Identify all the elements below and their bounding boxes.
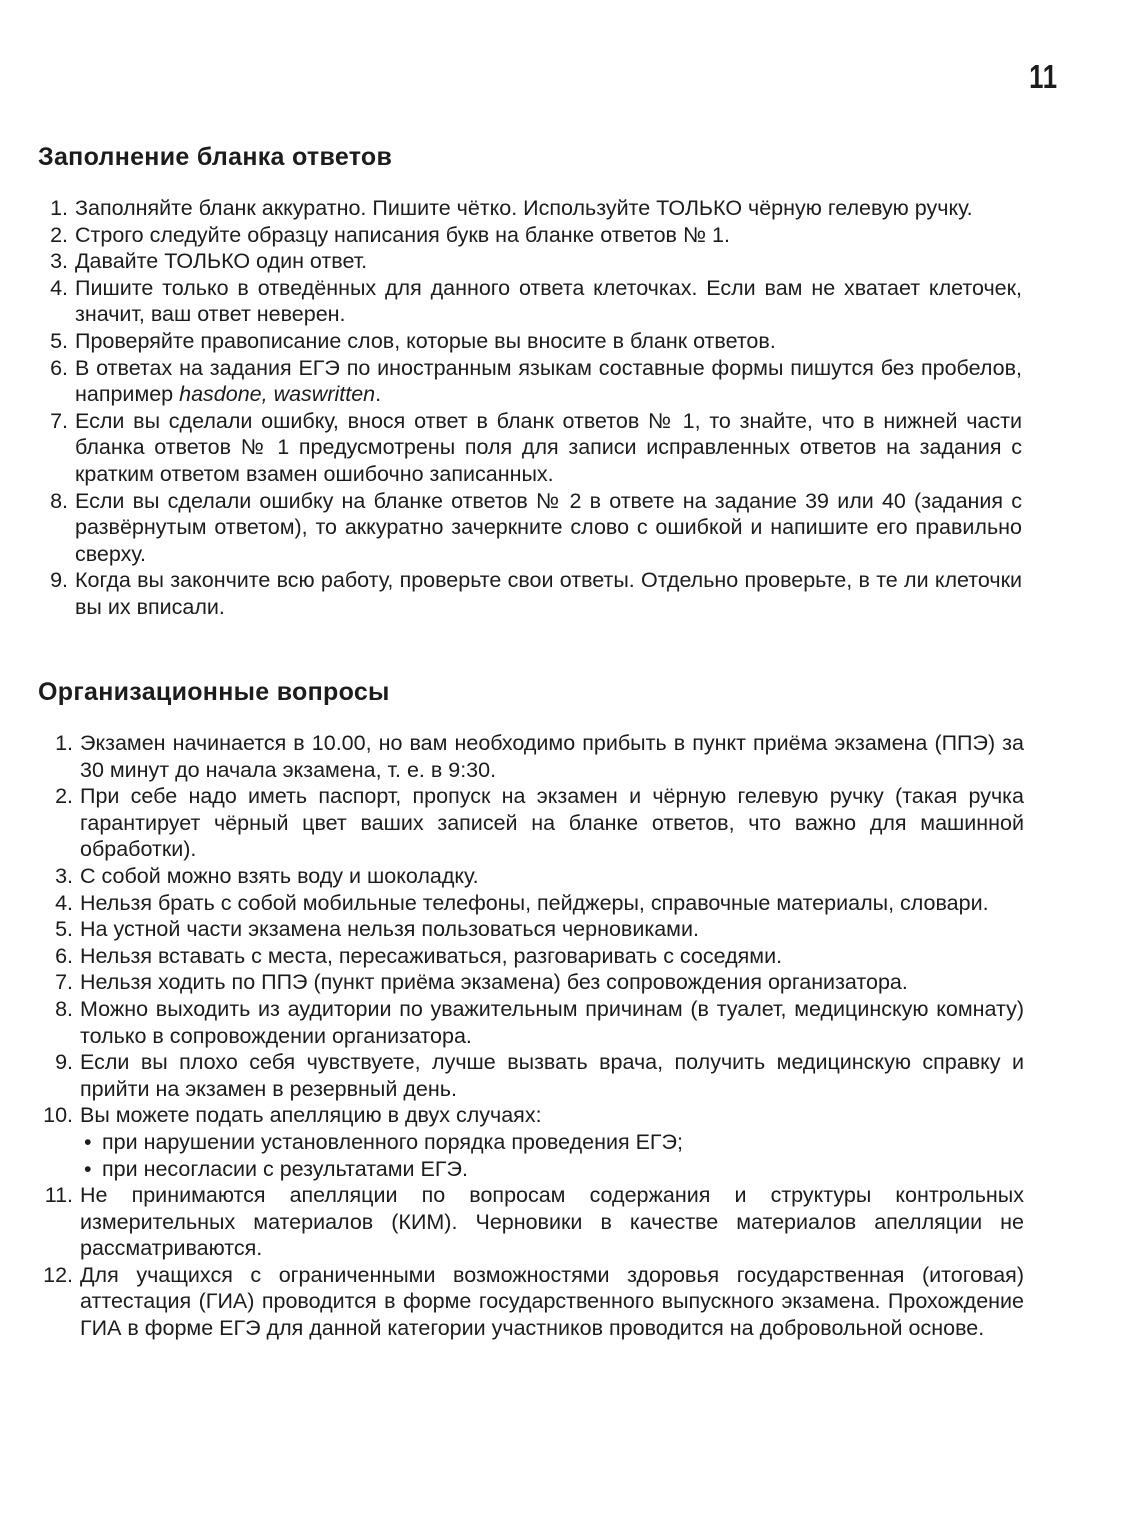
list-item — [40, 1049, 1024, 1102]
item-number: 5. — [50, 328, 68, 353]
item-number: 1. — [55, 731, 73, 755]
bullet-text: при нарушении установленного порядка проведения ЕГЭ; — [102, 1129, 683, 1154]
list-item — [40, 890, 1024, 917]
item-number: 8. — [50, 488, 68, 513]
item-text-with-bullets — [80, 1102, 1024, 1182]
item-number: 3. — [55, 863, 73, 888]
list-item — [40, 996, 1024, 1049]
item-text: Когда вы закончите всю работу, проверьте свои ответы. Отдельно проверьте, в те ли клеточки вы их вписали. — [75, 568, 1022, 619]
item-text: Экзамен начинается в 10.00, но вам необходимо прибыть в пункт приёма экзамена (ППЭ) за 30 минут до начала экзамена, т. е. в 9:30. — [80, 731, 1024, 782]
list-item — [40, 1102, 1024, 1182]
list-item — [40, 783, 1024, 863]
item-text: Нельзя брать с собой мобильные телефоны, пейджеры, справочные материалы, словари. — [80, 890, 989, 915]
list-item — [44, 488, 1022, 568]
item-number: 7. — [50, 408, 68, 433]
list-item — [44, 328, 1022, 355]
item-number: 11. — [44, 1183, 73, 1208]
bullet-icon: • — [84, 1156, 92, 1181]
bullet-list — [80, 1129, 1024, 1182]
item-text: С собой можно взять воду и шоколадку. — [80, 863, 479, 888]
page-number: 11 — [1029, 58, 1058, 95]
list-item — [44, 222, 1022, 249]
item-text: При себе надо иметь паспорт, пропуск на экзамен и чёрную гелевую ручку (такая ручка гарантирует чёрный цвет ваших записей на бланке ответов, что важно для машинной обработки). — [80, 784, 1024, 862]
item-text: Нельзя ходить по ППЭ (пункт приёма экзамена) без сопровождения организатора. — [80, 970, 908, 995]
item-text: Давайте ТОЛЬКО один ответ. — [75, 249, 368, 274]
item-number: 2. — [55, 784, 73, 809]
item-text: Нельзя вставать с места, пересаживаться, разговаривать с соседями. — [80, 943, 783, 968]
item-number: 6. — [55, 943, 73, 968]
item-text: Если вы сделали ошибку, внося ответ в бланк ответов № 1, то знайте, что в нижней части бланка ответов № 1 предусмотрены поля для записи исправленных ответов на задания с кратким ответом взамен ошибочно записанных. — [75, 408, 1022, 486]
item-number: 8. — [55, 996, 73, 1021]
bullet-item — [80, 1129, 1024, 1156]
item-text: Можно выходить из аудитории по уважительным причинам (в туалет, медицинскую комнату) только в сопровождении организатора. — [80, 996, 1024, 1048]
section-title-answer-form: Заполнение бланка ответов — [38, 143, 393, 171]
list-item — [44, 355, 1022, 408]
answer-form-rules-list — [44, 195, 1022, 621]
item-number: 12. — [43, 1262, 73, 1287]
item-number: 6. — [50, 355, 68, 380]
item-number: 10. — [43, 1103, 73, 1128]
item-number: 4. — [50, 275, 68, 300]
list-item — [40, 969, 1024, 996]
item-text: Не принимаются апелляции по вопросам содержания и структуры контрольных измерительных материалов (КИМ). Черновики в качестве материалов апелляции не рассматриваются. — [80, 1183, 1024, 1261]
list-item — [44, 195, 1022, 222]
bullet-item — [80, 1156, 1024, 1183]
item-text: Строго следуйте образцу написания букв на бланке ответов № 1. — [75, 222, 730, 247]
bullet-text: при несогласии с результатами ЕГЭ. — [102, 1156, 468, 1181]
example-text: hasdone, waswritten — [179, 382, 376, 407]
list-item — [44, 408, 1022, 488]
item-text: Пишите только в отведённых для данного ответа клеточках. Если вам не хватает клеточек, значит, ваш ответ неверен. — [75, 275, 1022, 327]
item-text: Для учащихся с ограниченными возможностями здоровья государственная (итоговая) аттестация (ГИА) проводится в форме государственного выпускного экзамена. Прохождение ГИА в форме ЕГЭ для данной категории участников проводится на добровольной основе. — [80, 1262, 1024, 1341]
item-text: На устной части экзамена нельзя пользоваться черновиками. — [80, 917, 699, 942]
list-item — [40, 863, 1024, 890]
item-text-with-example — [75, 355, 1022, 408]
item-number: 7. — [55, 970, 73, 995]
item-number: 3. — [50, 249, 68, 274]
list-item — [40, 943, 1024, 970]
item-text: Вы можете подать апелляцию в двух случаях: — [80, 1103, 542, 1128]
list-item — [40, 916, 1024, 943]
item-number: 9. — [55, 1050, 73, 1075]
item-number: 4. — [55, 890, 73, 915]
item-text: В ответах на задания ЕГЭ по иностранным языкам составные формы пишутся без пробелов, например — [75, 355, 1022, 407]
item-number: 1. — [50, 196, 68, 220]
list-item — [44, 567, 1022, 620]
list-item — [40, 1262, 1024, 1342]
item-text: Если вы плохо себя чувствуете, лучше вызвать врача, получить медицинскую справку и прийти на экзамен в резервный день. — [80, 1050, 1024, 1101]
item-text: Заполняйте бланк аккуратно. Пишите чётко. Используйте ТОЛЬКО чёрную гелевую ручку. — [75, 196, 973, 220]
item-number: 5. — [55, 917, 73, 942]
section-title-organizational: Организационные вопросы — [38, 678, 390, 706]
organizational-rules-list — [40, 730, 1024, 1342]
item-number: 2. — [50, 222, 68, 247]
list-item — [44, 275, 1022, 328]
item-text-end: . — [375, 382, 382, 407]
item-text: Проверяйте правописание слов, которые вы вносите в бланк ответов. — [75, 328, 776, 353]
bullet-icon: • — [84, 1129, 92, 1154]
list-item — [44, 248, 1022, 275]
item-text: Если вы сделали ошибку на бланке ответов № 2 в ответе на задание 39 или 40 (задания с развёрнутым ответом), то аккуратно зачеркните слово с ошибкой и напишите его правильно сверху. — [75, 488, 1022, 566]
list-item — [40, 1182, 1024, 1262]
list-item — [40, 730, 1024, 783]
item-number: 9. — [50, 568, 68, 593]
